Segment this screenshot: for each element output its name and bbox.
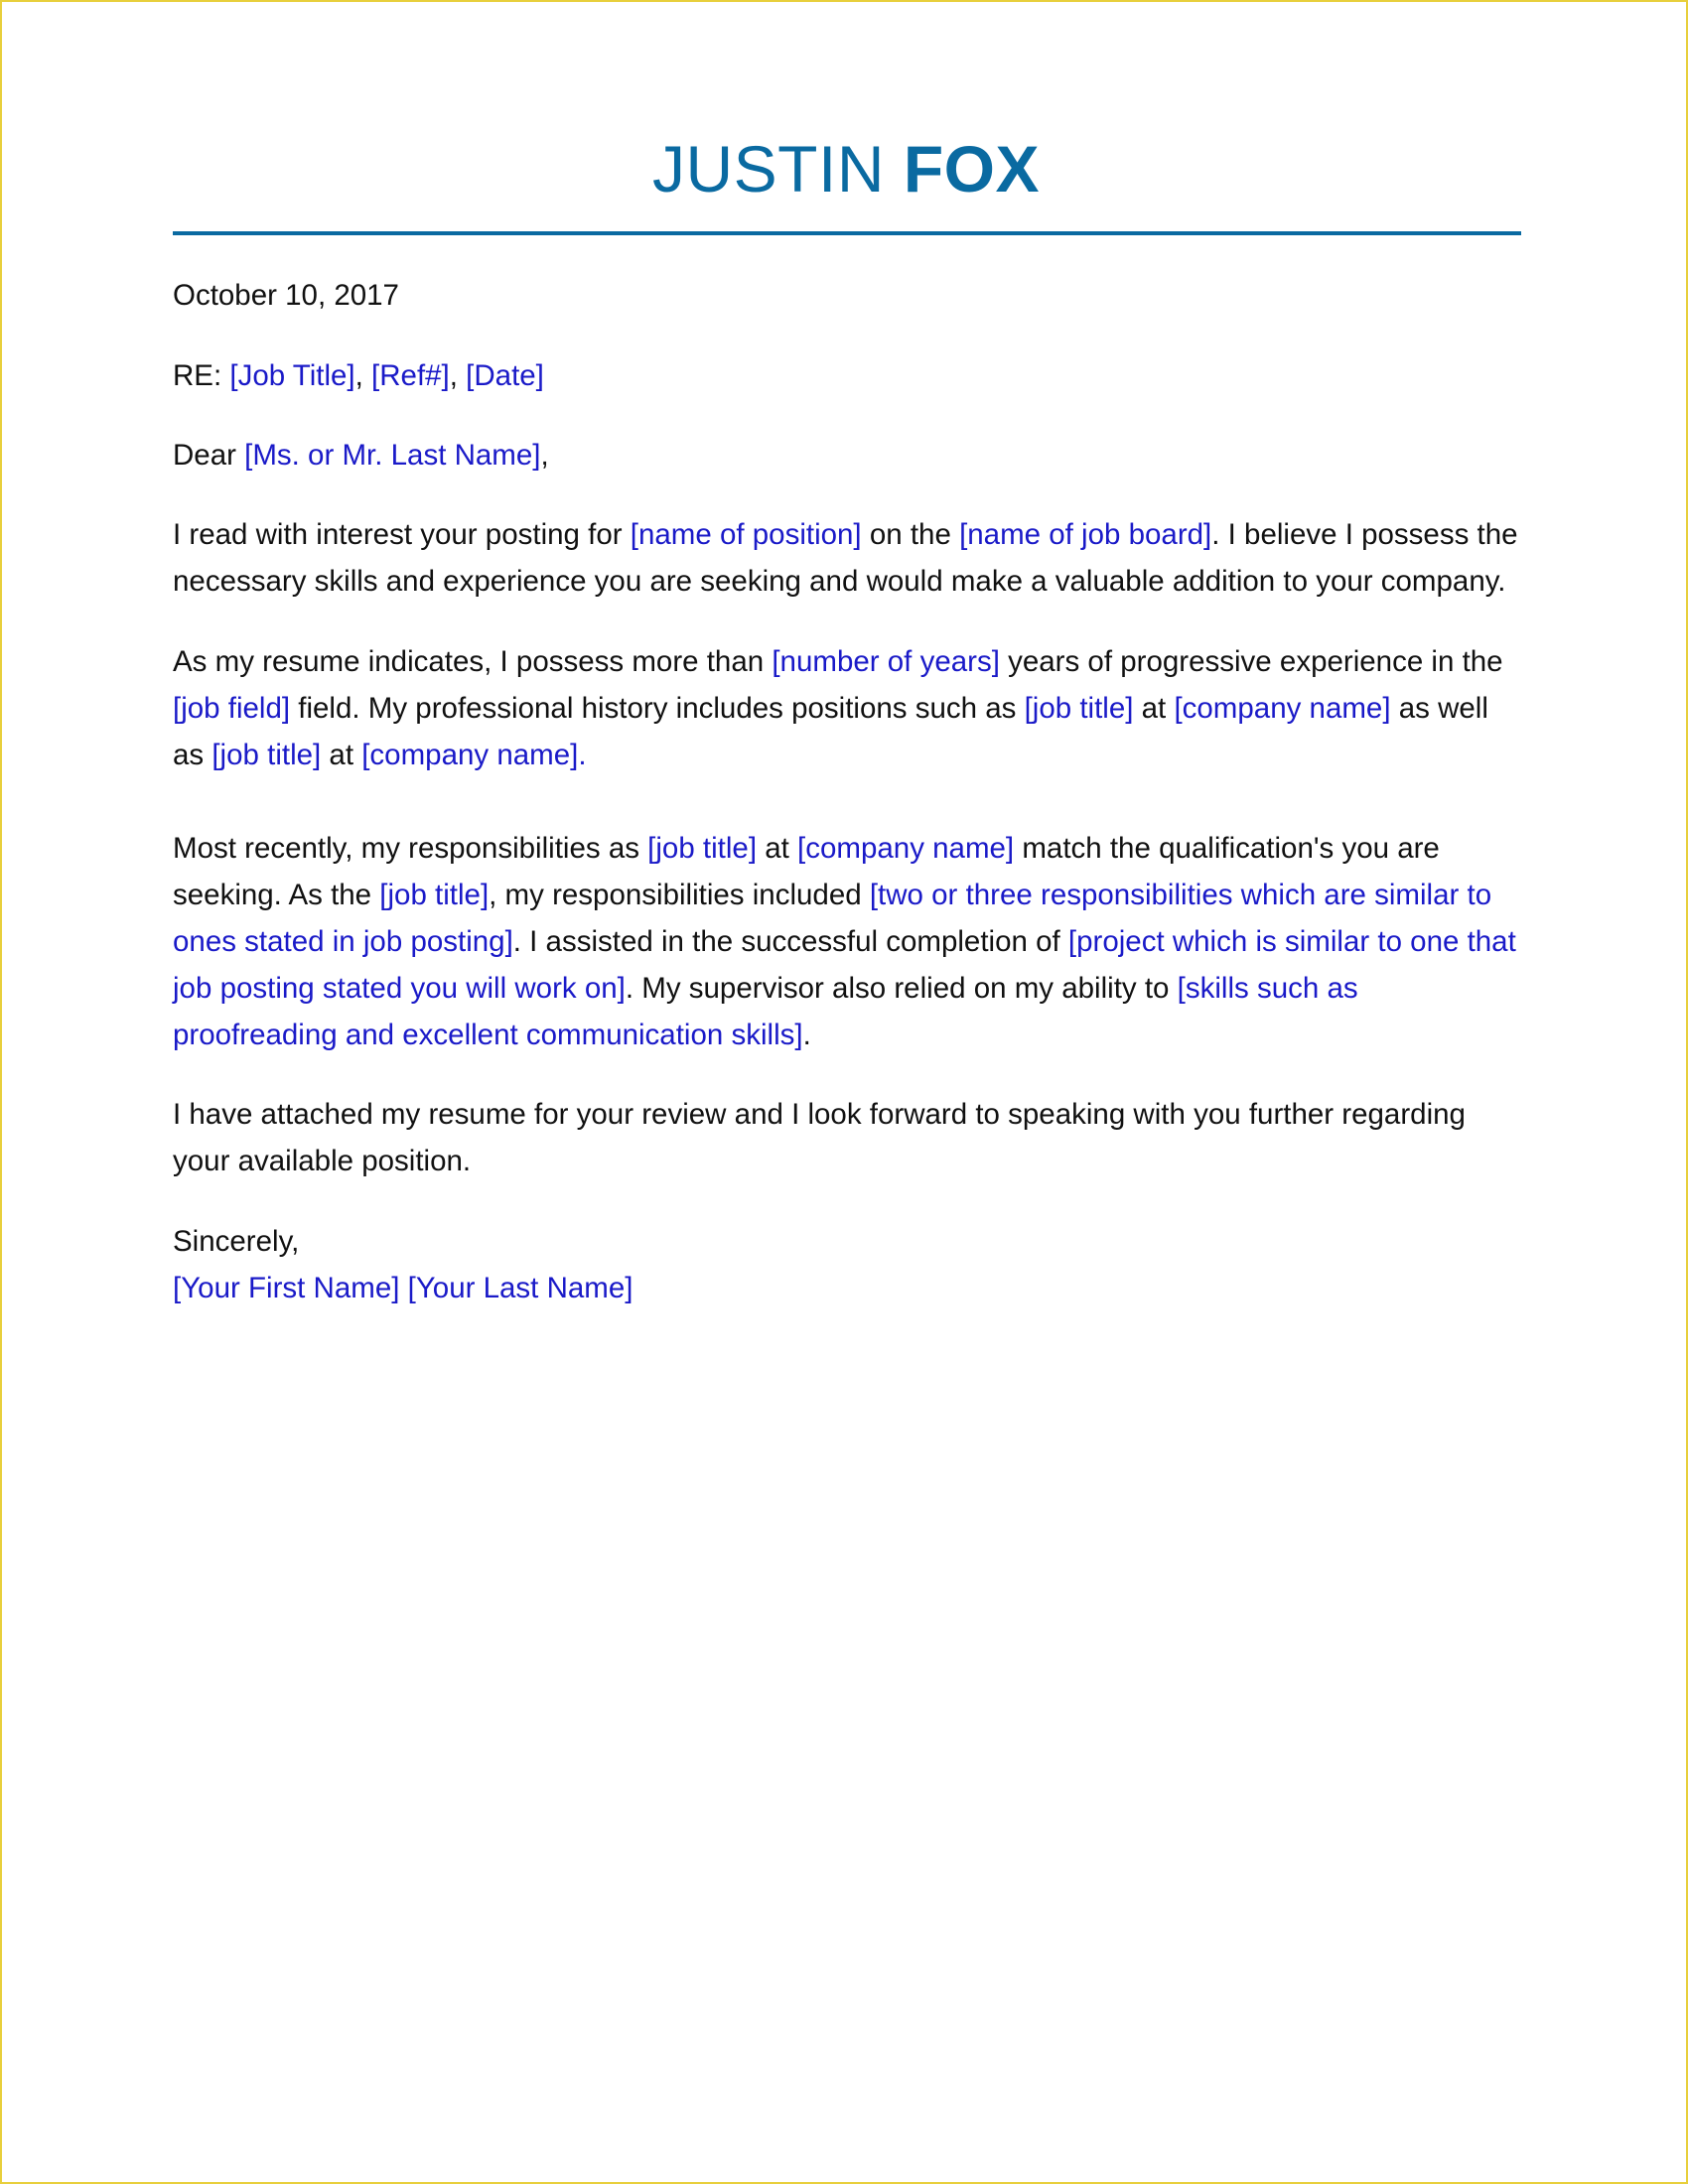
text: . I assisted in the successful completion of [512, 925, 1068, 958]
closing: Sincerely, [173, 1225, 300, 1258]
placeholder: [name of job board] [959, 518, 1212, 551]
paragraph-responsibilities [173, 825, 1533, 1058]
text: at [321, 739, 362, 771]
letterhead-name [2, 129, 1688, 208]
header-divider [173, 231, 1521, 235]
placeholder: [two or three responsibilities which are similar to [869, 879, 1492, 911]
paragraph-line [173, 872, 1533, 918]
paragraph-line [173, 511, 1533, 558]
paragraph-line [173, 638, 1533, 685]
placeholder: [number of years] [772, 645, 1000, 678]
text: at [1133, 692, 1175, 725]
text: years of progressive experience in the [999, 645, 1503, 678]
paragraph-line [173, 918, 1533, 965]
text: necessary skills and experience you are seeking and would make a valuable addition to your company. [173, 565, 1506, 598]
text: on the [861, 518, 960, 551]
paragraph-line: I have attached my resume for your review and I look forward to speaking with you further regarding [173, 1098, 1466, 1131]
placeholder: [job title] [211, 739, 322, 771]
placeholder: [job title] [1024, 692, 1134, 725]
placeholder: [skills such as [1177, 972, 1358, 1005]
text: Most recently, my responsibilities as [173, 832, 648, 865]
paragraph-line [173, 825, 1533, 872]
re-line [173, 352, 1533, 399]
placeholder: [job title] [647, 832, 758, 865]
placeholder: [company name] [1174, 692, 1391, 725]
text: seeking. As the [173, 879, 380, 911]
salutation [173, 432, 1533, 478]
first-name: JUSTIN [651, 132, 885, 205]
paragraph-closing [173, 1091, 1533, 1184]
placeholder: [company name] [797, 832, 1015, 865]
text: as well [1390, 692, 1488, 725]
re-sep: , [354, 359, 372, 392]
letter-date: October 10, 2017 [173, 279, 399, 312]
re-sep: , [449, 359, 467, 392]
paragraph-line [173, 965, 1533, 1012]
last-name: FOX [903, 132, 1041, 205]
salutation-name: [Ms. or Mr. Last Name] [244, 439, 541, 472]
placeholder: [project which is similar to one that [1067, 925, 1516, 958]
signature-name: [Your First Name] [Your Last Name] [173, 1272, 633, 1304]
placeholder: [job field] [173, 692, 291, 725]
text: . [802, 1019, 811, 1051]
text: . My supervisor also relied on my ability to [625, 972, 1178, 1005]
placeholder: ones stated in job posting] [173, 925, 513, 958]
re-prefix: RE: [173, 359, 230, 392]
re-ref: [Ref#] [371, 359, 450, 392]
re-job-title: [Job Title] [229, 359, 355, 392]
text: , my responsibilities included [489, 879, 870, 911]
placeholder: job posting stated you will work on] [173, 972, 626, 1005]
paragraph-experience [173, 638, 1533, 778]
text: at [757, 832, 798, 865]
letter-body [173, 272, 1533, 1311]
paragraph-interest [173, 511, 1533, 605]
placeholder: [name of position] [630, 518, 862, 551]
text: match the qualification's you are [1014, 832, 1440, 865]
paragraph-line [173, 732, 1533, 778]
paragraph-line: your available position. [173, 1145, 472, 1177]
salutation-suffix: , [540, 439, 549, 472]
text: As my resume indicates, I possess more than [173, 645, 773, 678]
text: as [173, 739, 212, 771]
placeholder: proofreading and excellent communication skills] [173, 1019, 803, 1051]
paragraph-line [173, 685, 1533, 732]
placeholder: [job title] [379, 879, 490, 911]
re-date: [Date] [466, 359, 544, 392]
paragraph-line [173, 558, 1533, 605]
text: I read with interest your posting for [173, 518, 631, 551]
placeholder: [company name] [361, 739, 579, 771]
paragraph-line [173, 1012, 1533, 1058]
text: field. My professional history includes positions such as [290, 692, 1025, 725]
text: . I believe I possess the [1211, 518, 1518, 551]
salutation-prefix: Dear [173, 439, 245, 472]
placeholder: . [578, 739, 587, 771]
